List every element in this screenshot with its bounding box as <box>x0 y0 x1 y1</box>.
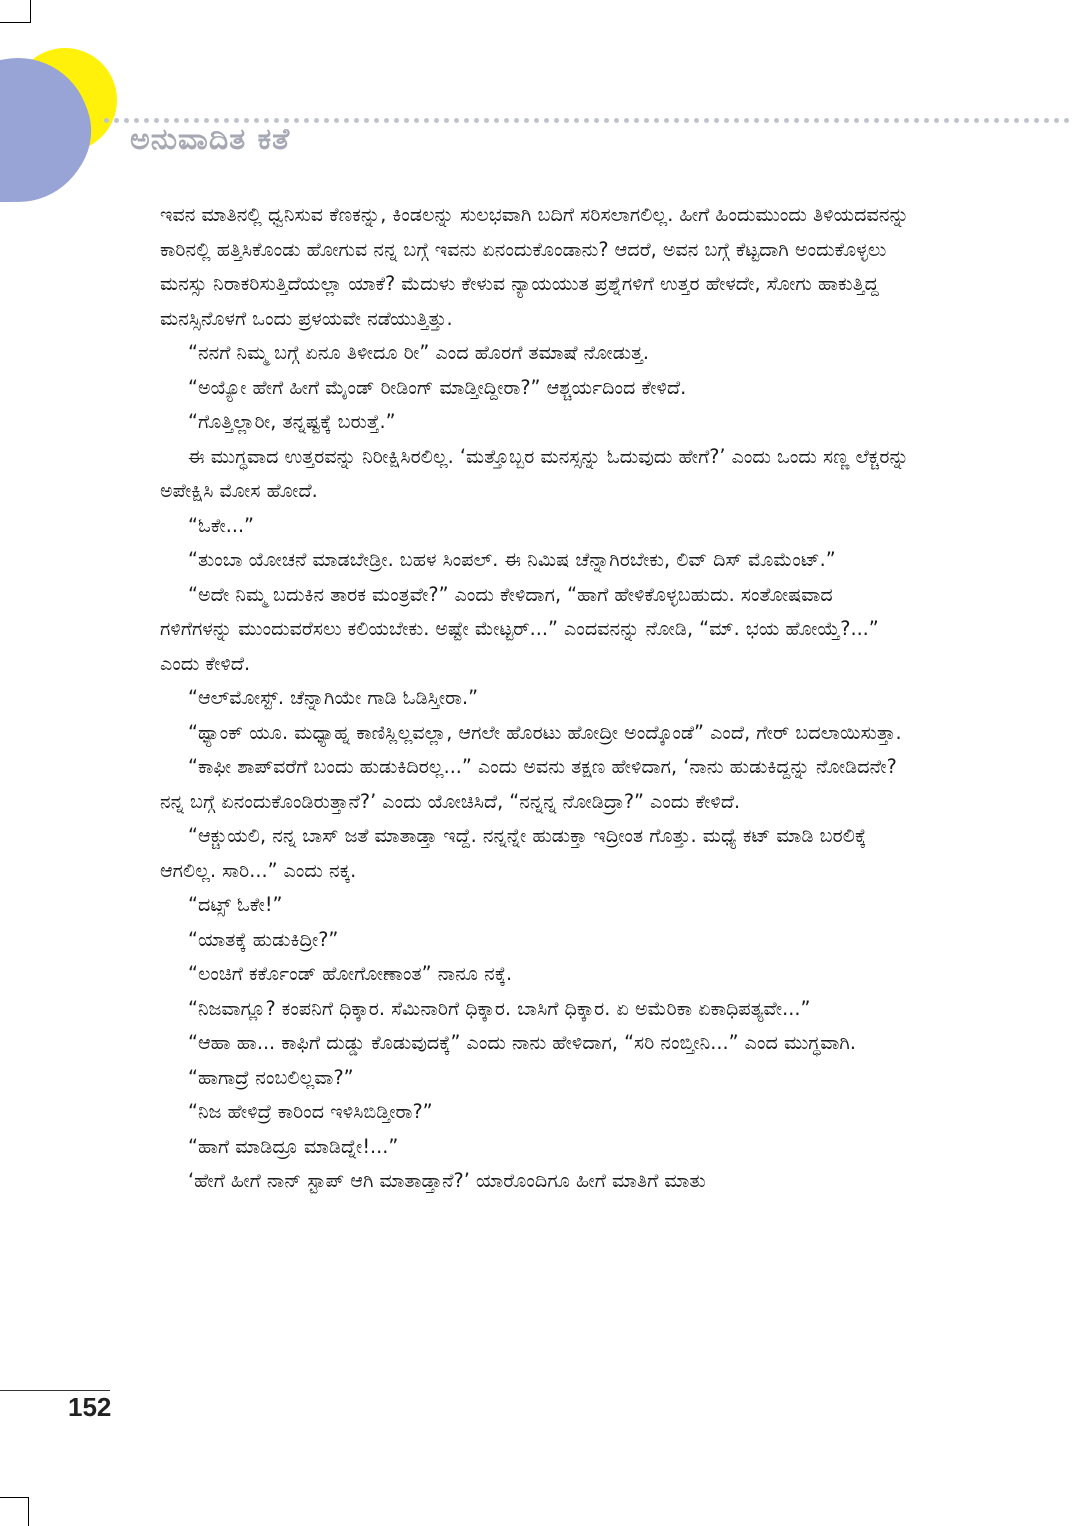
paragraph: ಇವನ ಮಾತಿನಲ್ಲಿ ಧ್ವನಿಸುವ ಕೆಣಕನ್ನು, ಕಿಂಡಲನ್ನು ಸುಲಭವಾಗಿ ಬದಿಗೆ ಸರಿಸಲಾಗಲಿಲ್ಲ. ಹೀಗೆ ಹಿಂದುಮುಂದು ತಿಳಿಯದವನನ್ನು ಕಾರಿನಲ್ಲಿ ಹತ್ತಿಸಿಕೊಂಡು ಹೋಗುವ ನನ್ನ ಬಗ್ಗೆ ಇವನು ಏನಂದುಕೊಂಡಾನು? ಆದರೆ, ಅವನ ಬಗ್ಗೆ ಕೆಟ್ಟದಾಗಿ ಅಂದುಕೊಳ್ಳಲು ಮನಸ್ಸು ನಿರಾಕರಿಸುತ್ತಿದೆಯಲ್ಲಾ ಯಾಕೆ? ಮೆದುಳು ಕೇಳುವ ನ್ಯಾಯಯುತ ಪ್ರಶ್ನೆಗಳಿಗೆ ಉತ್ತರ ಹೇಳದೇ, ಸೋಗು ಹಾಕುತ್ತಿದ್ದ ಮನಸ್ಸಿನೊಳಗೆ ಒಂದು ಪ್ರಳಯವೇ ನಡೆಯುತ್ತಿತ್ತು. <box>160 203 909 330</box>
paragraph: “ಆಲ್‌ಮೋಸ್ಟ್. ಚೆನ್ನಾಗಿಯೇ ಗಾಡಿ ಓಡಿಸ್ತೀರಾ.” <box>188 686 479 709</box>
story-body <box>160 198 910 1199</box>
crop-mark-bottom-left <box>0 1497 29 1526</box>
paragraph: “ಹಾಗಾದ್ರೆ ನಂಬಲಿಲ್ಲವಾ?” <box>188 1065 354 1089</box>
paragraph: ಈ ಮುಗ್ಧವಾದ ಉತ್ತರವನ್ನು ನಿರೀಕ್ಷಿಸಿರಲಿಲ್ಲ. ‘ಮತ್ತೊಬ್ಬರ ಮನಸ್ಸನ್ನು ಓದುವುದು ಹೇಗೆ?’ ಎಂದು ಒಂದು ಸಣ್ಣ ಲೆಕ್ಚರನ್ನು ಅಪೇಕ್ಷಿಸಿ ಮೋಸ ಹೋದೆ. <box>160 444 909 502</box>
paragraph: “ನಿಜ ಹೇಳಿದ್ರೆ ಕಾರಿಂದ ಇಳಿಸಿಬಿಡ್ತೀರಾ?” <box>188 1100 433 1123</box>
paragraph: ‘ಹೇಗೆ ಹೀಗೆ ನಾನ್ ಸ್ಟಾಪ್ ಆಗಿ ಮಾತಾಡ್ತಾನೆ?’ ಯಾರೊಂದಿಗೂ ಹೀಗೆ ಮಾತಿಗೆ ಮಾತು <box>188 1169 706 1192</box>
paragraph: “ಆಕ್ಚುಯಲಿ, ನನ್ನ ಬಾಸ್ ಜತೆ ಮಾತಾಡ್ತಾ ಇದ್ದೆ. ನನ್ನನ್ನೇ ಹುಡುಕ್ತಾ ಇದ್ರೀಂತ ಗೊತ್ತು. ಮಧ್ಯೆ ಕಟ್ ಮಾಡಿ ಬರಲಿಕ್ಕೆ ಆಗಲಿಲ್ಲ. ಸಾರಿ...” ಎಂದು ನಕ್ಕ. <box>160 824 867 882</box>
footer-rule <box>0 1390 110 1391</box>
paragraph: “ಲಂಚಿಗೆ ಕರ್ಕೊಂಡ್ ಹೋಗೋಣಾಂತ” ನಾನೂ ನಕ್ಕೆ. <box>188 962 513 985</box>
paragraph: “ಥ್ಯಾಂಕ್ ಯೂ. ಮಧ್ಯಾಹ್ನ ಕಾಣಿಸ್ಲಿಲ್ಲವಲ್ಲಾ, ಆಗಲೇ ಹೊರಟು ಹೋದ್ರೀ ಅಂದ್ಕೊಂಡೆ” ಎಂದೆ, ಗೇರ್ ಬದಲಾಯಿಸುತ್ತಾ. <box>188 720 902 744</box>
crop-mark-top-left <box>0 0 31 23</box>
paragraph: “ಹಾಗೆ ಮಾಡಿದ್ರೂ ಮಾಡಿದ್ನೇ!...” <box>188 1134 399 1158</box>
section-title: ಅನುವಾದಿತ ಕತೆ <box>130 122 291 157</box>
paragraph: “ಕಾಫೀ ಶಾಪ್‌ವರೆಗೆ ಬಂದು ಹುಡುಕಿದಿರಲ್ಲ...” ಎಂದು ಅವನು ತಕ್ಷಣ ಹೇಳಿದಾಗ, ‘ನಾನು ಹುಡುಕಿದ್ದನ್ನು ನೋಡಿದನೇ? ನನ್ನ ಬಗ್ಗೆ ಏನಂದುಕೊಂಡಿರುತ್ತಾನೆ?’ ಎಂದು ಯೋಚಿಸಿದೆ, “ನನ್ನನ್ನ ನೋಡಿದ್ರಾ?” ಎಂದು ಕೇಳಿದೆ. <box>160 755 897 813</box>
paragraph: “ಅಯ್ಯೋ ಹೇಗೆ ಹೀಗೆ ಮೈಂಡ್ ರೀಡಿಂಗ್ ಮಾಡ್ತೀದ್ದೀರಾ?” ಆಶ್ಚರ್ಯದಿಂದ ಕೇಳಿದೆ. <box>188 375 687 399</box>
paragraph: “ಯಾತಕ್ಕೆ ಹುಡುಕಿದ್ರೀ?” <box>188 927 339 951</box>
paragraph: “ದಟ್ಸ್ ಓಕೇ!” <box>188 893 283 916</box>
paragraph: “ಆಹಾ ಹಾ... ಕಾಫಿಗೆ ದುಡ್ಡು ಕೊಡುವುದಕ್ಕೆ” ಎಂದು ನಾನು ಹೇಳಿದಾಗ, “ಸರಿ ನಂಬ್ತೀನಿ...” ಎಂದ ಮುಗ್ಧವಾಗಿ. <box>188 1031 856 1054</box>
paragraph: “ಅದೇ ನಿಮ್ಮ ಬದುಕಿನ ತಾರಕ ಮಂತ್ರವೇ?” ಎಂದು ಕೇಳಿದಾಗ, “ಹಾಗೆ ಹೇಳಿಕೊಳ್ಳಬಹುದು. ಸಂತೋಷವಾದ ಗಳಿಗೆಗಳನ್ನು ಮುಂದುವರೆಸಲು ಕಲಿಯಬೇಕು. ಅಷ್ಟೇ ಮೇಟ್ಟರ್...” ಎಂದವನನ್ನು ನೋಡಿ, “ಮ್. ಭಯ ಹೋಯ್ತೆ?...” ಎಂದು ಕೇಳಿದೆ. <box>160 582 879 675</box>
paragraph: “ಓಕೇ...” <box>188 513 255 537</box>
paragraph: “ತುಂಬಾ ಯೋಚನೆ ಮಾಡಬೇಡ್ರೀ. ಬಹಳ ಸಿಂಪಲ್. ಈ ನಿಮಿಷ ಚೆನ್ನಾಗಿರಬೇಕು, ಲಿವ್ ದಿಸ್ ಮೊಮೆಂಟ್.” <box>188 548 836 571</box>
paragraph: “ಗೊತ್ತಿಲ್ಲಾರೀ, ತನ್ನಷ್ಟಕ್ಕೆ ಬರುತ್ತೆ.” <box>188 410 396 433</box>
paragraph: “ನಿಜವಾಗ್ಲೂ? ಕಂಪನಿಗೆ ಧಿಕ್ಕಾರ. ಸೆಮಿನಾರಿಗೆ ಧಿಕ್ಕಾರ. ಬಾಸಿಗೆ ಧಿಕ್ಕಾರ. ಏ ಅಮೆರಿಕಾ ಏಕಾಧಿಪತ್ಯವೇ...” <box>188 996 811 1020</box>
page-number: 152 <box>68 1392 112 1422</box>
decorative-circles <box>0 40 130 220</box>
paragraph: “ನನಗೆ ನಿಮ್ಮ ಬಗ್ಗೆ ಏನೂ ತಿಳೀದೂ ರೀ” ಎಂದ ಹೊರಗೆ ತಮಾಷೆ ನೋಡುತ್ತ. <box>188 341 649 364</box>
